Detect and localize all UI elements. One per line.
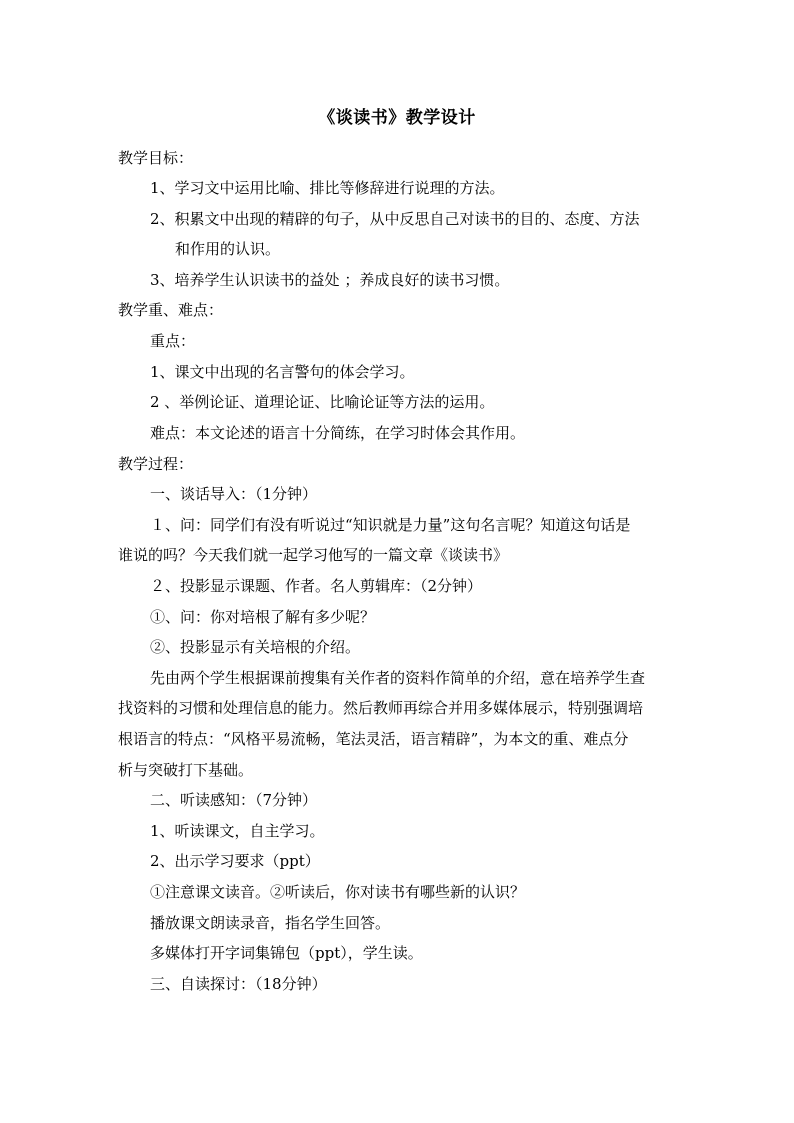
- document-title: 《谈读书》教学设计: [318, 108, 476, 128]
- section-heading-objectives: 教学目标：: [118, 149, 194, 167]
- step-1-question: １、问：同学们有没有听说过“知识就是力量”这句名言呢？知道这句话是: [150, 516, 631, 534]
- paragraph-line-3: 根语言的特点：“风格平易流畅，笔法灵活，语言精辟”，为本文的重、难点分: [118, 730, 629, 748]
- step-2-requirements: ①注意课文读音。②听读后，你对读书有哪些新的认识？: [150, 883, 526, 901]
- step-1-sub-question: ①、问：你对培根了解有多少呢？: [150, 608, 376, 626]
- objective-3: 3、培养学生认识读书的益处 ；养成良好的读书习惯。: [150, 271, 510, 289]
- key-point-1: 1、课文中出现的名言警句的体会学习。: [150, 363, 415, 381]
- step-2-recording: 播放课文朗读录音，指名学生回答。: [150, 914, 391, 932]
- difficulty-line: 难点：本文论述的语言十分简练，在学习时体会其作用。: [150, 424, 526, 442]
- section-heading-key-points: 教学重、难点：: [118, 301, 224, 319]
- step-1-heading: 一、谈话导入：（1分钟）: [150, 485, 318, 503]
- key-points-label: 重点：: [150, 332, 196, 350]
- step-1-question-continued: 谁说的吗？今天我们就一起学习他写的一篇文章《谈读书》: [118, 546, 509, 564]
- paragraph-line-1: 先由两个学生根据课前搜集有关作者的资料作简单的介绍，意在培养学生查: [150, 669, 646, 687]
- key-point-2: 2 、举例论证、道理论证、比喻论证等方法的运用。: [150, 393, 495, 411]
- paragraph-line-2: 找资料的习惯和处理信息的能力。然后教师再综合并用多媒体展示，特别强调培: [118, 699, 644, 717]
- step-2-item-1: 1、听读课文，自主学习。: [150, 822, 325, 840]
- paragraph-line-4: 析与突破打下基础。: [118, 761, 254, 779]
- step-2-item-2: 2、出示学习要求（ppt）: [150, 852, 320, 870]
- step-1-sub-intro: ②、投影显示有关培根的介绍。: [150, 638, 361, 656]
- objective-2: 2、积累文中出现的精辟的句子，从中反思自己对读书的目的、态度、方法: [150, 210, 640, 228]
- objective-1: 1、学习文中运用比喻、排比等修辞进行说理的方法。: [150, 179, 505, 197]
- step-2-heading: 二、听读感知：（7分钟）: [150, 791, 318, 809]
- objective-2-continued: 和作用的认识。: [175, 240, 281, 258]
- step-3-heading: 三、自读探讨：（18分钟）: [150, 975, 327, 993]
- step-1-projection: ２、投影显示课题、作者。名人剪辑库：（2分钟）: [150, 577, 483, 595]
- section-heading-process: 教学过程：: [118, 455, 194, 473]
- step-2-multimedia: 多媒体打开字词集锦包（ppt），学生读。: [150, 944, 423, 962]
